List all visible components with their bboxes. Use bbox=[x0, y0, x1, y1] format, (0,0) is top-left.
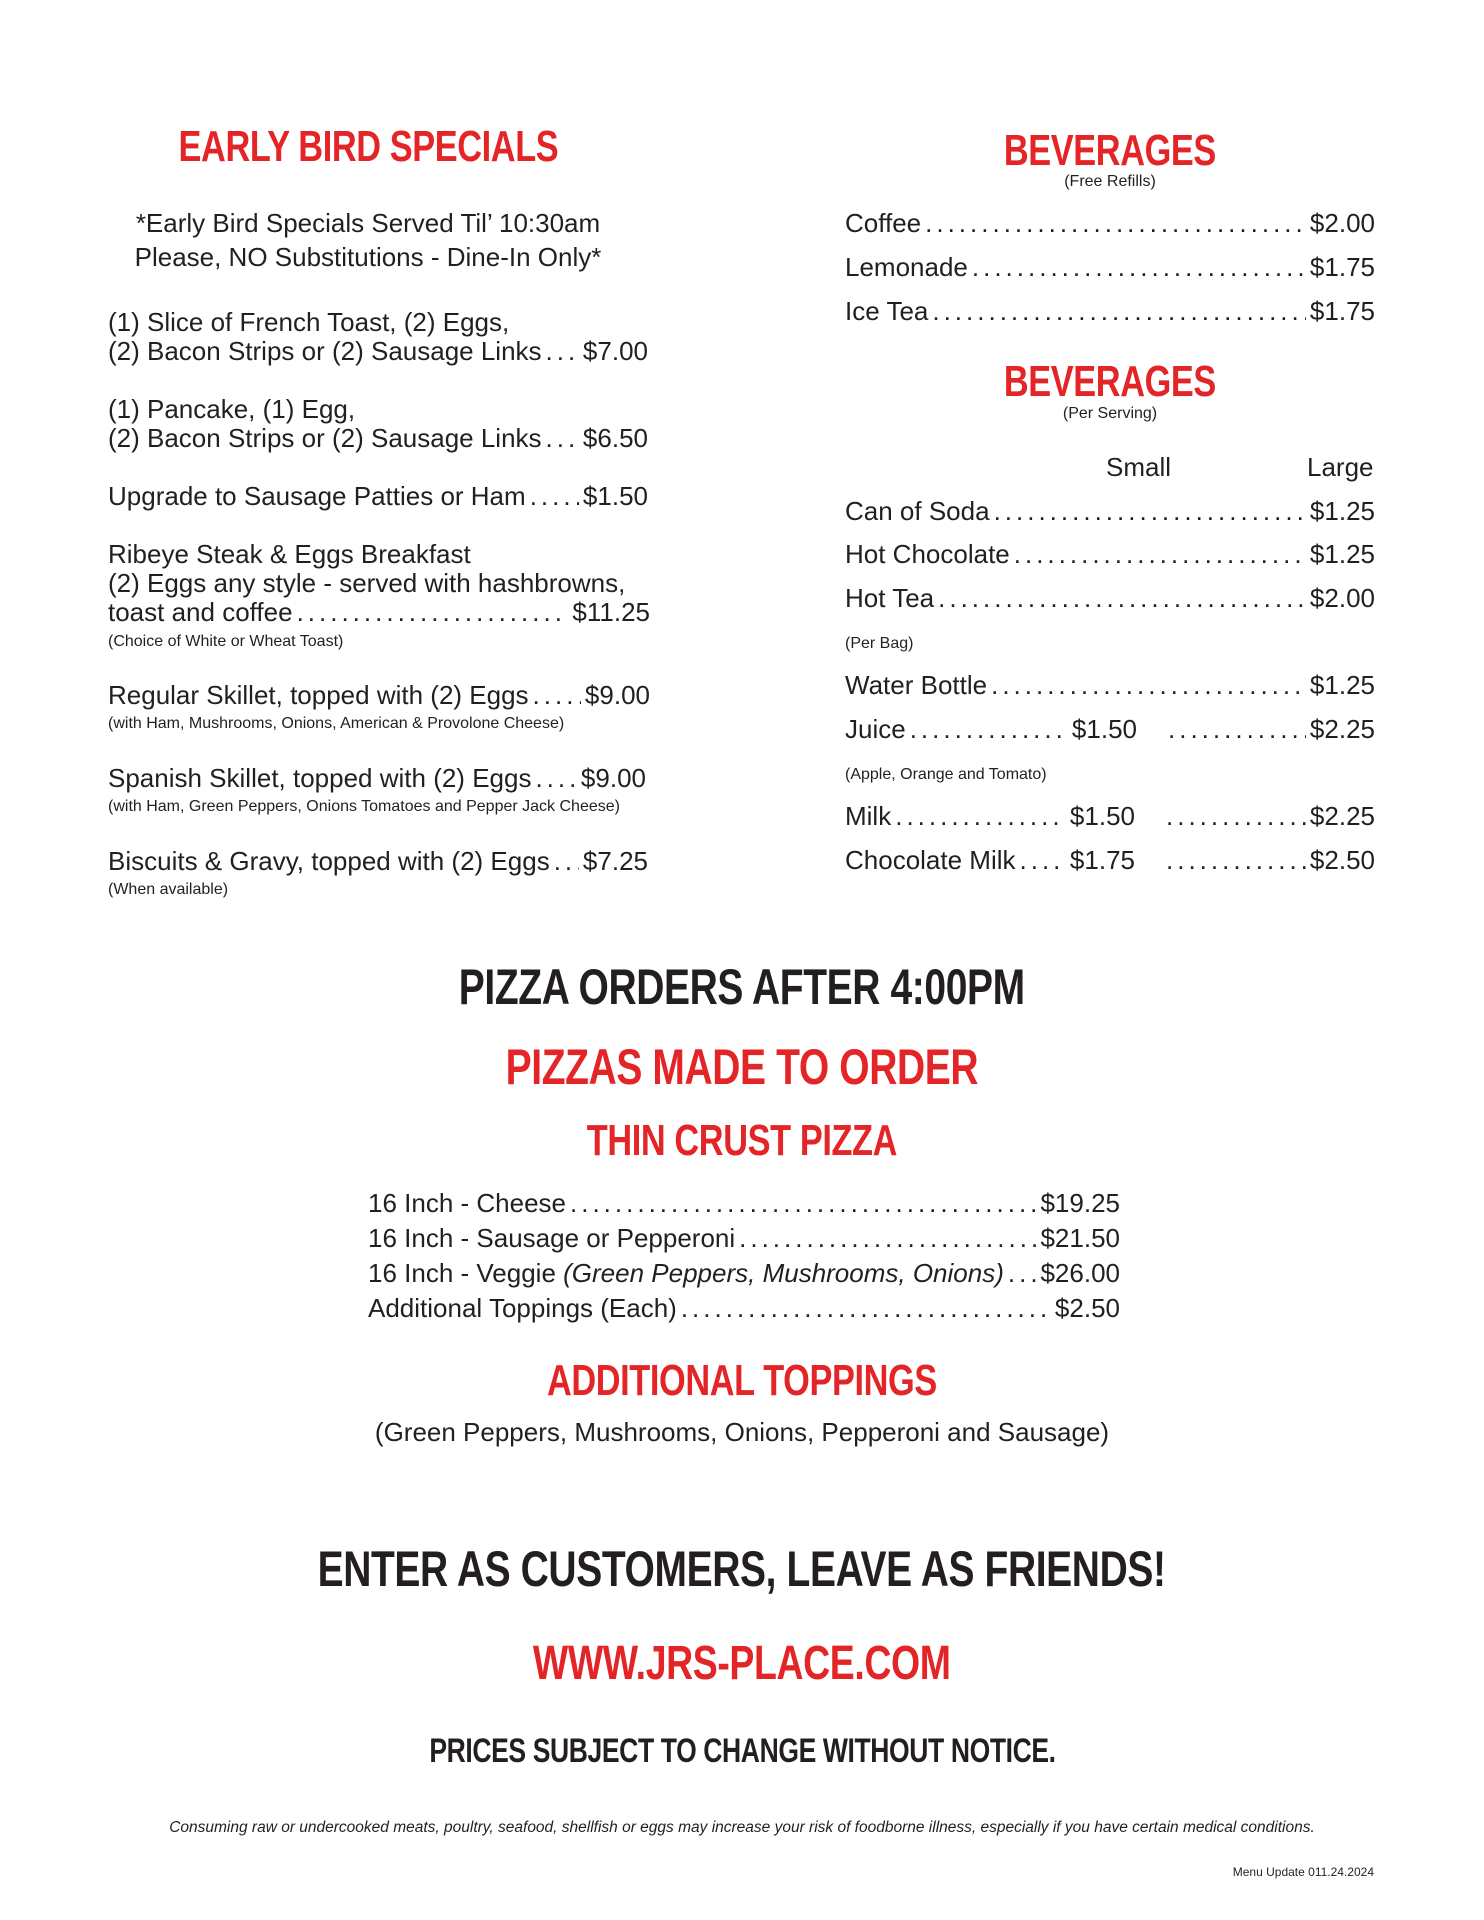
slogan: ENTER AS CUSTOMERS, LEAVE AS FRIENDS! bbox=[317, 1541, 1166, 1597]
pizza-orders-heading: PIZZA ORDERS AFTER 4:00PM bbox=[459, 959, 1025, 1015]
bev-hotchoc-row bbox=[845, 539, 1375, 570]
thin-crust-heading-wrap bbox=[0, 1116, 1484, 1166]
leader-dots bbox=[991, 670, 1306, 701]
pizza-made-heading: PIZZAS MADE TO ORDER bbox=[505, 1039, 979, 1095]
early-bird-title: EARLY BIRD SPECIALS bbox=[178, 122, 558, 171]
pizza-toppings-row bbox=[368, 1293, 1120, 1324]
bev-juice-name: Juice bbox=[845, 714, 906, 744]
eb-item-4-price: $11.25 bbox=[572, 597, 650, 627]
leader-dots bbox=[554, 846, 579, 877]
early-bird-note-line1: *Early Bird Specials Served Til’ 10:30am bbox=[135, 208, 601, 238]
bev-soda-price: $1.25 bbox=[1309, 496, 1375, 526]
early-bird-note bbox=[108, 206, 628, 274]
eb-item-7-sub: (When available) bbox=[108, 881, 229, 898]
leader-dots bbox=[1008, 1258, 1037, 1289]
eb-item-6-price: $9.00 bbox=[580, 763, 646, 793]
disclaimer: Consuming raw or undercooked meats, poultry, seafood, shellfish or eggs may increase your risk of foodborne illness, especially if you have certain medical conditions. bbox=[169, 1819, 1315, 1836]
pizza-sausage-price: $21.50 bbox=[1040, 1223, 1120, 1253]
pizza-veggie-row bbox=[368, 1258, 1120, 1289]
eb-item-3-label: Upgrade to Sausage Patties or Ham bbox=[108, 481, 526, 511]
leader-dots bbox=[925, 208, 1306, 239]
leader-dots bbox=[681, 1293, 1051, 1324]
leader-dots bbox=[994, 496, 1306, 527]
eb-item-1-price: $7.00 bbox=[582, 336, 648, 366]
col-small-header: Small bbox=[1106, 452, 1172, 482]
bev-milk-name: Milk bbox=[845, 801, 892, 831]
eb-item-4-sub: (Choice of White or Wheat Toast) bbox=[108, 633, 344, 650]
pizza-veggie-name-text: 16 Inch - Veggie bbox=[368, 1258, 564, 1288]
eb-item-2-line1: (1) Pancake, (1) Egg, bbox=[108, 394, 356, 424]
additional-toppings-list: (Green Peppers, Mushrooms, Onions, Pepperoni and Sausage) bbox=[374, 1417, 1110, 1447]
leader-dots bbox=[895, 801, 1066, 832]
slogan-wrap bbox=[0, 1540, 1484, 1598]
leader-dots bbox=[1020, 845, 1066, 876]
early-bird-note-line2: Please, NO Substitutions - Dine-In Only* bbox=[134, 242, 602, 272]
leader-dots bbox=[297, 597, 569, 628]
bev-hottea-name: Hot Tea bbox=[845, 583, 935, 613]
beverages-refills-title: BEVERAGES bbox=[1003, 126, 1216, 175]
bev-hotchoc-name: Hot Chocolate bbox=[845, 539, 1010, 569]
bev-milk-small-price: $1.50 bbox=[1069, 801, 1135, 831]
eb-item-1-line1: (1) Slice of French Toast, (2) Eggs, bbox=[108, 307, 510, 337]
bev-soda-row bbox=[845, 496, 1375, 527]
bev-chocmilk-name: Chocolate Milk bbox=[845, 845, 1016, 875]
bev-juice-row-large bbox=[1168, 714, 1375, 745]
beverages-serving-subtitle: (Per Serving) bbox=[1062, 405, 1158, 422]
bev-chocmilk-row-large bbox=[1166, 845, 1375, 876]
bev-chocmilk-small-price: $1.75 bbox=[1069, 845, 1135, 875]
eb-item-1-row bbox=[108, 336, 648, 367]
leader-dots bbox=[972, 252, 1306, 283]
beverages-refills-subtitle: (Free Refills) bbox=[1064, 173, 1156, 190]
leader-dots bbox=[938, 583, 1306, 614]
eb-item-5-sub: (with Ham, Mushrooms, Onions, American & Provolone Cheese) bbox=[108, 715, 565, 732]
leader-dots bbox=[1014, 539, 1306, 570]
leader-dots bbox=[533, 680, 581, 711]
bev-coffee-price: $2.00 bbox=[1309, 208, 1375, 238]
eb-item-1-line2: (2) Bacon Strips or (2) Sausage Links bbox=[108, 336, 542, 366]
eb-item-7-label: Biscuits & Gravy, topped with (2) Eggs bbox=[108, 846, 550, 876]
pizza-sausage-row bbox=[368, 1223, 1120, 1254]
pizza-toppings-name: Additional Toppings (Each) bbox=[368, 1293, 677, 1323]
col-large-header: Large bbox=[1307, 452, 1374, 482]
bev-hottea-row bbox=[845, 583, 1375, 614]
eb-item-4-line2: (2) Eggs any style - served with hashbrowns, bbox=[108, 568, 626, 598]
bev-soda-name: Can of Soda bbox=[845, 496, 990, 526]
pizza-cheese-name: 16 Inch - Cheese bbox=[368, 1188, 567, 1218]
eb-item-5-price: $9.00 bbox=[584, 680, 650, 710]
eb-item-3-price: $1.50 bbox=[582, 481, 648, 511]
pizza-sausage-name: 16 Inch - Sausage or Pepperoni bbox=[368, 1223, 736, 1253]
per-bag-label: (Per Bag) bbox=[845, 635, 914, 652]
bev-icetea-name: Ice Tea bbox=[845, 296, 929, 326]
bev-icetea-price: $1.75 bbox=[1309, 296, 1375, 326]
bev-water-price: $1.25 bbox=[1309, 670, 1375, 700]
thin-crust-heading: THIN CRUST PIZZA bbox=[586, 1116, 898, 1165]
eb-item-3-row bbox=[108, 481, 648, 512]
leader-dots bbox=[910, 714, 1068, 745]
leader-dots bbox=[570, 1188, 1036, 1219]
pizza-veggie-price: $26.00 bbox=[1040, 1258, 1120, 1288]
leader-dots bbox=[739, 1223, 1036, 1254]
pizza-cheese-row bbox=[368, 1188, 1120, 1219]
eb-item-2-row bbox=[108, 423, 648, 454]
prices-note: PRICES SUBJECT TO CHANGE WITHOUT NOTICE. bbox=[428, 1732, 1056, 1770]
eb-item-5-row bbox=[108, 680, 650, 711]
pizza-veggie-ingredients: (Green Peppers, Mushrooms, Onions) bbox=[563, 1258, 1004, 1288]
eb-item-2-line2: (2) Bacon Strips or (2) Sausage Links bbox=[108, 423, 542, 453]
eb-item-4-line1: Ribeye Steak & Eggs Breakfast bbox=[108, 539, 471, 569]
early-bird-title-wrap bbox=[108, 122, 628, 172]
eb-item-7-row bbox=[108, 846, 648, 877]
eb-item-5-label: Regular Skillet, topped with (2) Eggs bbox=[108, 680, 529, 710]
bev-chocmilk-row-small bbox=[845, 845, 1135, 876]
additional-toppings-title: ADDITIONAL TOPPINGS bbox=[547, 1356, 937, 1405]
eb-item-2-price: $6.50 bbox=[582, 423, 648, 453]
bev-hotchoc-price: $1.25 bbox=[1309, 539, 1375, 569]
beverages-serving-title-wrap bbox=[845, 357, 1375, 407]
bev-milk-large-price: $2.25 bbox=[1309, 801, 1375, 831]
eb-item-6-label: Spanish Skillet, topped with (2) Eggs bbox=[108, 763, 532, 793]
eb-item-7-price: $7.25 bbox=[582, 846, 648, 876]
beverages-serving-title: BEVERAGES bbox=[1003, 357, 1216, 406]
pizza-orders-heading-wrap bbox=[0, 958, 1484, 1016]
bev-milk-row-small bbox=[845, 801, 1135, 832]
prices-note-wrap bbox=[0, 1732, 1484, 1771]
bev-icetea-row bbox=[845, 296, 1375, 327]
bev-coffee-row bbox=[845, 208, 1375, 239]
bev-juice-small-price: $1.50 bbox=[1071, 714, 1137, 744]
leader-dots bbox=[1166, 801, 1306, 832]
leader-dots bbox=[530, 481, 579, 512]
leader-dots bbox=[546, 336, 579, 367]
eb-item-6-row bbox=[108, 763, 646, 794]
eb-item-4-row bbox=[108, 597, 650, 628]
bev-lemonade-price: $1.75 bbox=[1309, 252, 1375, 282]
menu-update: Menu Update 011.24.2024 bbox=[1232, 1865, 1374, 1879]
bev-juice-large-price: $2.25 bbox=[1309, 714, 1375, 744]
bev-juice-row-small bbox=[845, 714, 1137, 745]
website-wrap bbox=[0, 1636, 1484, 1691]
bev-lemonade-row bbox=[845, 252, 1375, 283]
bev-coffee-name: Coffee bbox=[845, 208, 922, 238]
bev-lemonade-name: Lemonade bbox=[845, 252, 968, 282]
leader-dots bbox=[535, 763, 576, 794]
eb-item-4-line3: toast and coffee bbox=[108, 597, 293, 627]
bev-water-name: Water Bottle bbox=[845, 670, 988, 700]
bev-hottea-price: $2.00 bbox=[1309, 583, 1375, 613]
bev-milk-row-large bbox=[1166, 801, 1375, 832]
pizza-toppings-price: $2.50 bbox=[1054, 1293, 1120, 1323]
beverages-refills-title-wrap bbox=[845, 126, 1375, 176]
leader-dots bbox=[546, 423, 579, 454]
additional-toppings-title-wrap bbox=[0, 1356, 1484, 1406]
leader-dots bbox=[1166, 845, 1306, 876]
website-link[interactable]: WWW.JRS-PLACE.COM bbox=[533, 1637, 951, 1690]
leader-dots bbox=[1168, 714, 1306, 745]
pizza-made-heading-wrap bbox=[0, 1038, 1484, 1096]
leader-dots bbox=[932, 296, 1306, 327]
bev-water-row bbox=[845, 670, 1375, 701]
juice-note: (Apple, Orange and Tomato) bbox=[845, 766, 1047, 783]
pizza-cheese-price: $19.25 bbox=[1040, 1188, 1120, 1218]
eb-item-6-sub: (with Ham, Green Peppers, Onions Tomatoes and Pepper Jack Cheese) bbox=[108, 798, 620, 815]
pizza-veggie-name bbox=[368, 1258, 1004, 1289]
bev-chocmilk-large-price: $2.50 bbox=[1309, 845, 1375, 875]
